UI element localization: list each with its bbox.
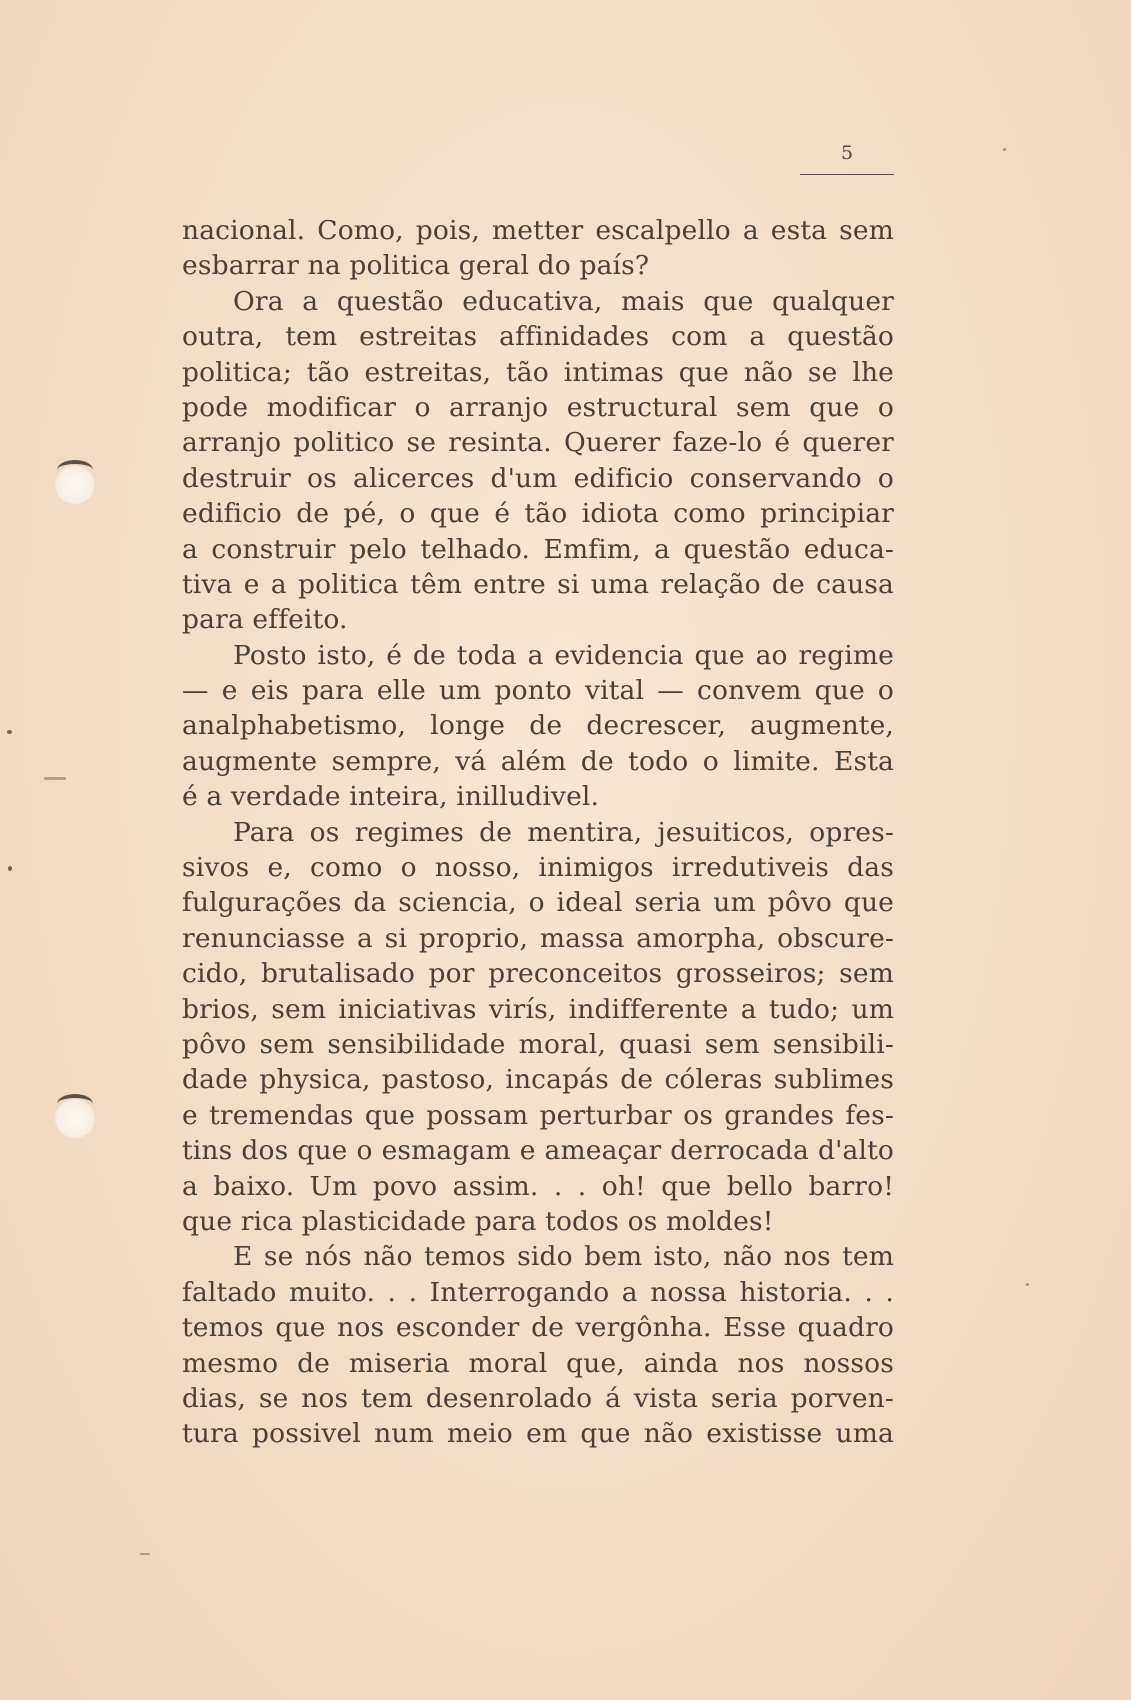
text-line: temos que nos esconder de vergônha. Esse quadro <box>182 1312 894 1344</box>
text-line: que rica plasticidade para todos os moldes! <box>182 1205 774 1237</box>
text-line: augmente sempre, vá além de todo o limite. Esta <box>182 745 894 777</box>
text-line: Posto isto, é de toda a evidencia que ao regime <box>233 639 894 671</box>
text-line: Ora a questão educativa, mais que qualquer <box>233 285 894 317</box>
text-line: dias, se nos tem desenrolado á vista seria porven- <box>182 1382 894 1414</box>
text-line: politica; tão estreitas, tão intimas que não se lhe <box>182 356 894 388</box>
text-line: tura possivel num meio em que não existisse uma <box>182 1418 894 1450</box>
text-line: nacional. Como, pois, metter escalpello a esta sem <box>182 215 894 246</box>
header-rule <box>800 174 894 175</box>
text-line: edificio de pé, o que é tão idiota como principiar <box>182 498 894 530</box>
text-line: para effeito. <box>182 604 348 636</box>
paper-speck <box>8 866 12 871</box>
text-line: — e eis para elle um ponto vital — convem que o <box>182 675 894 707</box>
text-line: outra, tem estreitas affinidades com a questão <box>182 321 894 353</box>
paper-speck <box>140 1553 150 1555</box>
text-line: tins dos que o esmagam e ameaçar derrocada d'alto <box>182 1135 894 1167</box>
text-line: brios, sem iniciativas virís, indifferente a tudo; um <box>182 993 894 1025</box>
page-number: 5 <box>841 142 854 164</box>
body-text <box>182 213 894 1452</box>
text-line: e tremendas que possam perturbar os grandes fes- <box>182 1099 894 1131</box>
text-line: arranjo politico se resinta. Querer faze-lo é querer <box>182 427 894 459</box>
text-line: é a verdade inteira, inilludivel. <box>182 781 600 813</box>
text-line: a construir pelo telhado. Emfim, a questão educa- <box>182 533 894 565</box>
text-line: dade physica, pastoso, incapás de cóleras sublimes <box>182 1064 894 1096</box>
text-line: cido, brutalisado por preconceitos grosseiros; sem <box>182 958 894 990</box>
paper-speck <box>1026 1283 1029 1286</box>
punch-hole-lower <box>54 1096 96 1138</box>
punch-hole-upper <box>54 462 96 504</box>
text-line: mesmo de miseria moral que, ainda nos nossos <box>182 1347 894 1379</box>
text-line: fulgurações da sciencia, o ideal seria um pôvo que <box>182 887 894 919</box>
text-line: faltado muito. . . Interrogando a nossa historia. . . <box>182 1276 894 1308</box>
text-line: tiva e a politica têm entre si uma relação de causa <box>182 568 894 600</box>
paper-speck <box>7 730 12 734</box>
text-line: E se nós não temos sido bem isto, não nos tem <box>233 1241 894 1273</box>
text-line: sivos e, como o nosso, inimigos irredutiveis das <box>182 852 894 884</box>
text-line: analphabetismo, longe de decrescer, augmente, <box>182 710 894 742</box>
paper-speck <box>1003 148 1006 151</box>
text-line: renunciasse a si proprio, massa amorpha, obscure- <box>182 922 894 954</box>
text-line: a baixo. Um povo assim. . . oh! que bello barro! <box>182 1170 894 1202</box>
text-line: destruir os alicerces d'um edificio conservando o <box>182 462 894 494</box>
text-line: pôvo sem sensibilidade moral, quasi sem sensibili- <box>182 1028 894 1060</box>
paper-speck <box>44 777 66 780</box>
text-line: pode modificar o arranjo estructural sem que o <box>182 391 894 423</box>
text-line: Para os regimes de mentira, jesuiticos, opres- <box>233 816 894 848</box>
text-line: esbarrar na politica geral do país? <box>182 250 650 282</box>
